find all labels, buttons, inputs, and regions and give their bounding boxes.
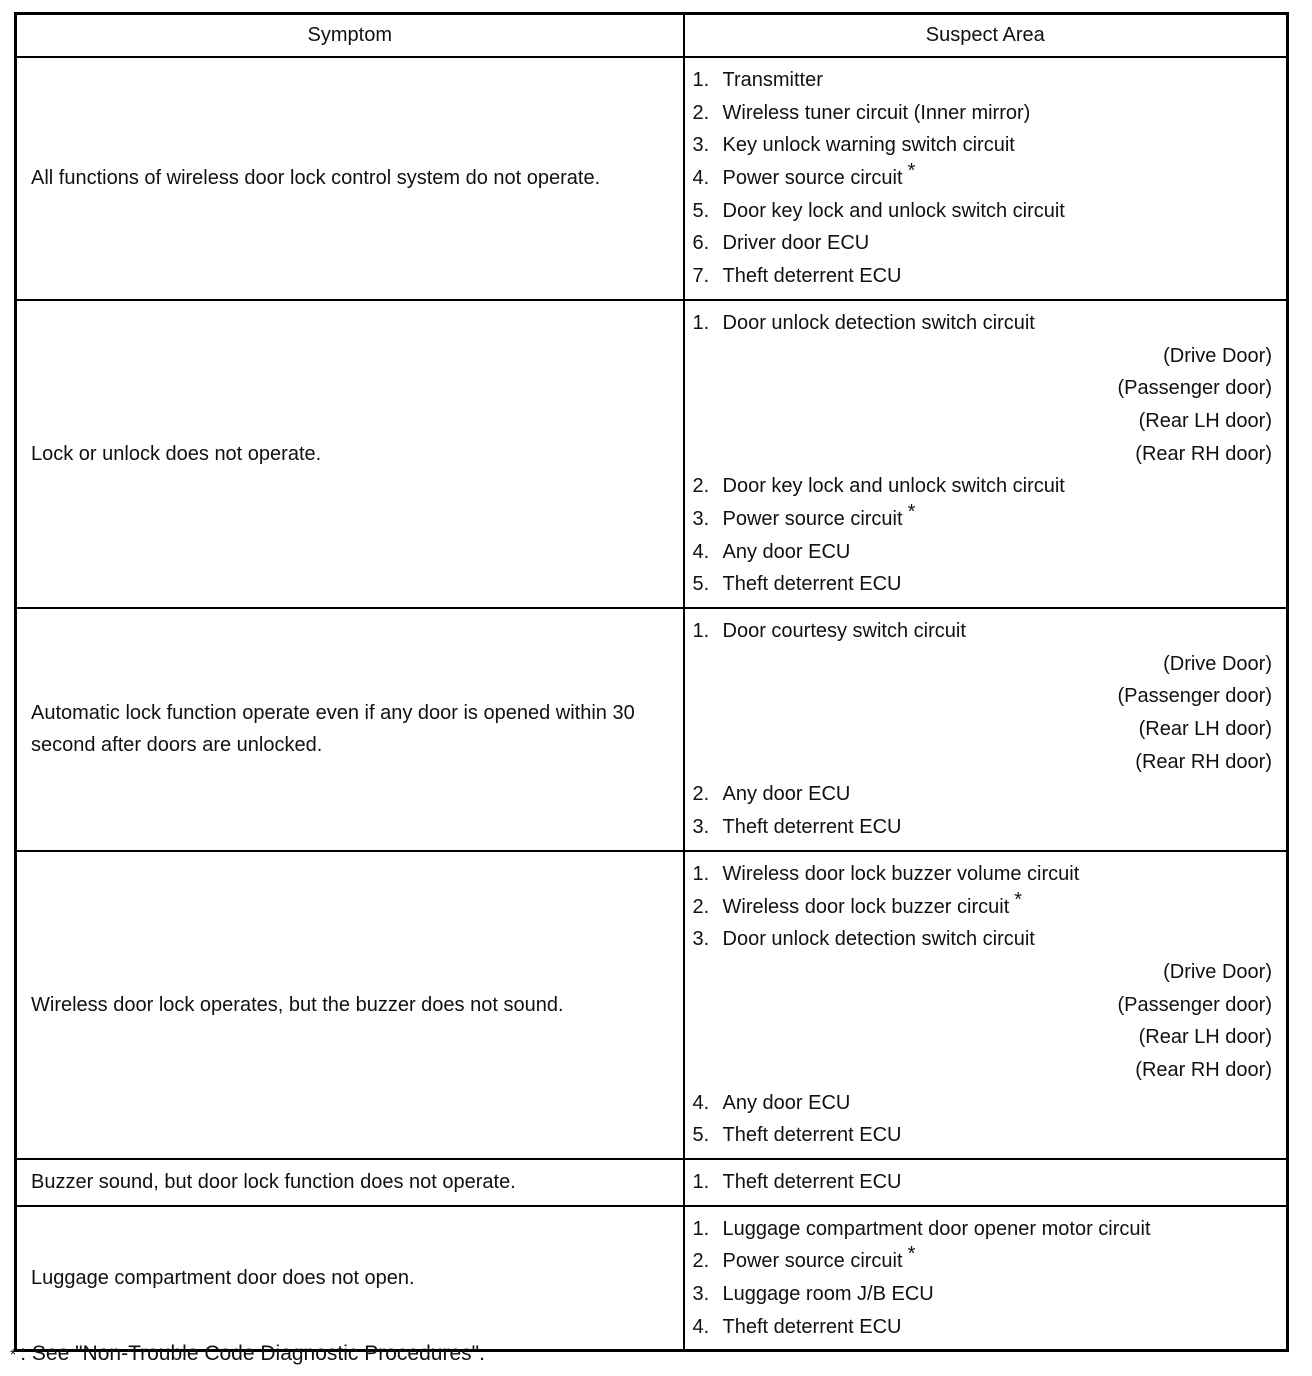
suspect-item [692, 888, 1273, 924]
item-text: Theft deterrent ECU [722, 1171, 902, 1193]
suspect-item [693, 778, 1273, 811]
table-row [16, 1159, 1288, 1206]
item-text: Theft deterrent ECU [722, 816, 902, 839]
suspect-item [693, 162, 1273, 195]
suspect-item [693, 1311, 1273, 1344]
door-location-label: (Passenger door) [1117, 377, 1272, 400]
door-location-label: (Rear RH door) [1135, 1058, 1272, 1081]
item-text: Any door ECU [722, 540, 851, 563]
suspect-item [693, 536, 1273, 569]
item-number: 1. [692, 620, 710, 642]
door-location-label: (Passenger door) [1117, 993, 1272, 1016]
item-text: Theft deterrent ECU [722, 265, 902, 288]
suspect-item [693, 1213, 1273, 1246]
item-text: Theft deterrent ECU [722, 573, 902, 596]
door-location-label: (Rear LH door) [1138, 1026, 1272, 1049]
item-text: Door key lock and unlock switch circuit [722, 199, 1065, 222]
suspect-item [693, 615, 1273, 648]
suspect-item [693, 307, 1273, 340]
symptom-cell: Luggage compartment door does not open. [16, 1206, 684, 1351]
header-symptom: Symptom [16, 14, 684, 58]
item-number: 1. [692, 862, 710, 885]
door-location-label: (Rear RH door) [1135, 750, 1272, 773]
suspect-area-cell [684, 57, 1288, 300]
suspect-item [693, 1119, 1273, 1152]
item-text: Door key lock and unlock switch circuit [722, 475, 1065, 498]
table-row [16, 300, 1288, 608]
suspect-item [693, 1245, 1273, 1278]
item-number: 3. [692, 928, 710, 951]
item-number: 4. [692, 1315, 710, 1338]
symptom-cell: Automatic lock function operate even if any door is opened within 30 second after doors are unlocked. [16, 608, 684, 851]
symptom-cell: Buzzer sound, but door lock function does not operate. [16, 1159, 684, 1206]
item-number: 2. [692, 783, 710, 806]
item-text: Theft deterrent ECU [722, 1124, 902, 1147]
item-text: Power source circuit [722, 507, 903, 530]
suspect-item [693, 923, 1273, 956]
suspect-item [693, 97, 1273, 130]
table-row [16, 1206, 1288, 1351]
suspect-area-cell [684, 1159, 1288, 1206]
table-row [16, 851, 1288, 1159]
item-number: 2. [692, 101, 710, 124]
symptom-cell: Wireless door lock operates, but the buzzer does not sound. [16, 851, 684, 1159]
item-number: 4. [692, 540, 710, 563]
asterisk-marker: * [907, 500, 916, 523]
item-number: 7. [692, 265, 710, 288]
troubleshooting-table [14, 12, 1289, 1352]
item-number: 5. [692, 1124, 710, 1147]
item-text: Theft deterrent ECU [722, 1315, 902, 1338]
item-text: Wireless door lock buzzer circuit [722, 895, 1010, 918]
item-text: Door unlock detection switch circuit [722, 928, 1035, 951]
item-text: Luggage room J/B ECU [722, 1283, 934, 1306]
header-row [16, 14, 1288, 58]
item-number: 5. [692, 573, 710, 596]
item-number: 1. [692, 69, 710, 91]
item-number: 2. [692, 1250, 710, 1273]
suspect-item [693, 260, 1273, 293]
item-number: 3. [692, 1283, 710, 1306]
item-number: 4. [692, 167, 710, 190]
item-text: Wireless door lock buzzer volume circuit [722, 862, 1080, 885]
item-text: Transmitter [722, 69, 823, 91]
item-number: 1. [692, 311, 710, 334]
symptom-cell: All functions of wireless door lock control system do not operate. [16, 57, 684, 300]
suspect-item [693, 195, 1273, 228]
item-number: 3. [692, 816, 710, 839]
item-number: 1. [692, 1217, 710, 1240]
suspect-item [693, 811, 1273, 844]
footnote [10, 1342, 485, 1366]
item-text: Key unlock warning switch circuit [722, 134, 1015, 157]
door-location-label: (Drive Door) [1163, 344, 1272, 367]
suspect-item [693, 227, 1273, 260]
header-suspect-area: Suspect Area [684, 14, 1288, 58]
door-location-label: (Rear RH door) [1135, 442, 1272, 465]
table-body [16, 57, 1288, 1351]
suspect-item [693, 470, 1273, 503]
table-row [16, 57, 1288, 300]
door-location-label: (Rear LH door) [1138, 718, 1272, 741]
item-text: Driver door ECU [722, 232, 870, 255]
item-text: Power source circuit [722, 1250, 903, 1273]
item-number: 5. [692, 199, 710, 222]
item-number: 3. [692, 134, 710, 157]
suspect-item [693, 129, 1273, 162]
item-number: 6. [692, 232, 710, 255]
door-location-label: (Drive Door) [1163, 652, 1272, 675]
suspect-area-cell [684, 608, 1288, 851]
suspect-area-cell [684, 1206, 1288, 1351]
item-number: 3. [692, 507, 710, 530]
item-text: Any door ECU [722, 1091, 851, 1114]
item-number: 4. [692, 1091, 710, 1114]
suspect-area-cell [684, 300, 1288, 608]
item-text: Door courtesy switch circuit [722, 620, 966, 642]
suspect-item [693, 858, 1273, 891]
item-text: Power source circuit [722, 167, 903, 190]
suspect-item [692, 500, 1273, 536]
asterisk-marker: * [907, 160, 916, 183]
item-number: 2. [692, 895, 710, 918]
item-number: 1. [692, 1171, 710, 1193]
item-text: Wireless tuner circuit (Inner mirror) [722, 101, 1031, 124]
suspect-item [693, 1087, 1273, 1120]
table-row [16, 608, 1288, 851]
asterisk-marker: * [907, 1243, 916, 1266]
symptom-cell: Lock or unlock does not operate. [16, 300, 684, 608]
door-location-label: (Rear LH door) [1138, 409, 1272, 432]
item-number: 2. [692, 475, 710, 498]
item-text: Any door ECU [722, 783, 851, 806]
suspect-item [693, 64, 1273, 97]
suspect-item [693, 568, 1273, 601]
footnote-text: : See "Non-Trouble Code Diagnostic Procedures". [20, 1342, 485, 1365]
door-location-label: (Drive Door) [1163, 960, 1272, 983]
suspect-area-cell [684, 851, 1288, 1159]
door-location-label: (Passenger door) [1117, 685, 1272, 708]
suspect-item [693, 1166, 1273, 1199]
footnote-symbol: * [10, 1347, 17, 1364]
suspect-item [693, 1278, 1273, 1311]
item-text: Luggage compartment door opener motor circuit [722, 1217, 1151, 1240]
item-text: Door unlock detection switch circuit [722, 311, 1035, 334]
asterisk-marker: * [1014, 888, 1023, 911]
